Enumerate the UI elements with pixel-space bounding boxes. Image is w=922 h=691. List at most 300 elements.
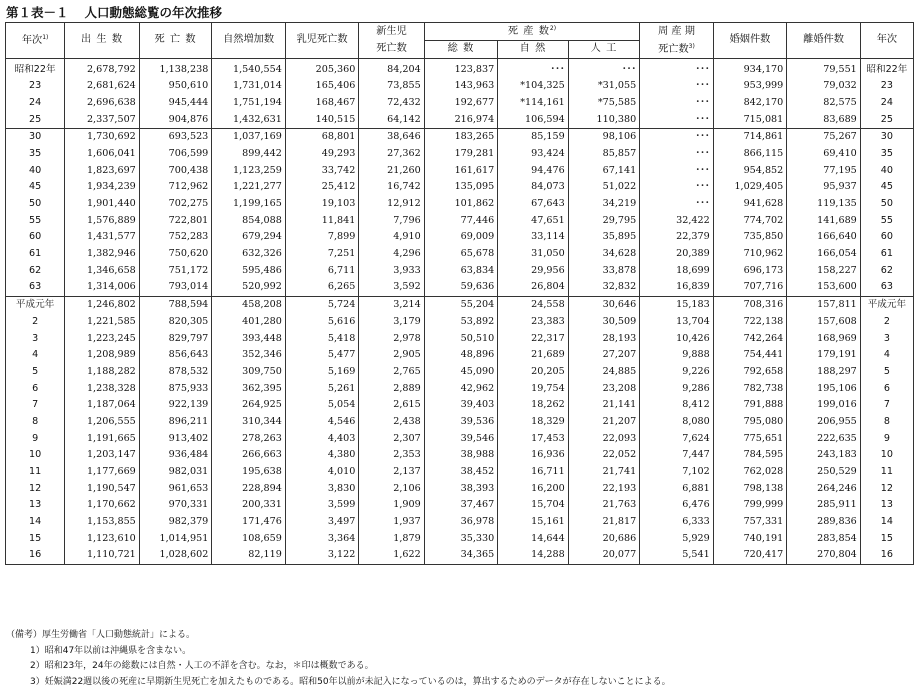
value-cell: 82,575 [787,94,861,111]
value-cell: 1,238,328 [65,380,140,397]
table-row [6,347,914,364]
table-row [6,145,914,162]
header-births: 出 生 数 [65,23,140,59]
value-cell: 68,801 [285,128,359,145]
header-fetal-deaths: 死 産 数$^{2)}$ [424,23,639,41]
header-divorces: 離婚件数 [787,23,861,59]
year-cell: 45 [6,179,65,196]
value-cell: 188,297 [787,363,861,380]
value-cell: 3,214 [359,296,424,313]
year-cell: 40 [860,162,913,179]
value-cell: 899,442 [212,145,286,162]
table-row [6,279,914,296]
value-cell: 34,628 [568,246,639,263]
value-cell: 953,999 [713,78,787,95]
year-cell: 35 [860,145,913,162]
table-row [6,229,914,246]
value-cell: 16,742 [359,179,424,196]
note-3: 3）妊娠満22週以後の死産に早期新生児死亡を加えたものである。昭和50年以前が未記入になっているのは，算出するためのデータが存在しないことによる。 [30,676,671,687]
value-cell: 199,016 [787,397,861,414]
value-cell: 157,608 [787,313,861,330]
value-cell: 2,696,638 [65,94,140,111]
value-cell: 3,364 [285,530,359,547]
value-cell: 2,978 [359,330,424,347]
value-cell: 289,836 [787,514,861,531]
value-cell: 93,424 [498,145,568,162]
value-cell: 1,606,041 [65,145,140,162]
value-cell: 4,380 [285,447,359,464]
value-cell: 3,179 [359,313,424,330]
value-cell: 51,022 [568,179,639,196]
value-cell: 24,558 [498,296,568,313]
value-cell: 15,183 [640,296,714,313]
value-cell: 1,246,802 [65,296,140,313]
value-cell: 1,028,602 [139,547,212,564]
value-cell: 83,689 [787,111,861,128]
value-cell: 19,754 [498,380,568,397]
year-cell: 16 [860,547,913,564]
value-cell: 751,172 [139,262,212,279]
value-cell: 27,362 [359,145,424,162]
value-cell: 168,467 [285,94,359,111]
value-cell: 95,937 [787,179,861,196]
value-cell: 1,123,610 [65,530,140,547]
year-cell: 昭和22年 [860,59,913,78]
value-cell: 67,643 [498,196,568,213]
table-row [6,78,914,95]
table-row [6,212,914,229]
year-cell: 25 [6,111,65,128]
value-cell: 73,855 [359,78,424,95]
value-cell: 1,901,440 [65,196,140,213]
value-cell: 8,412 [640,397,714,414]
value-cell: 595,486 [212,262,286,279]
value-cell: 1,170,662 [65,497,140,514]
value-cell: 7,796 [359,212,424,229]
value-cell: 26,804 [498,279,568,296]
value-cell: 266,663 [212,447,286,464]
value-cell: 14,644 [498,530,568,547]
value-cell: 22,052 [568,447,639,464]
value-cell: 119,135 [787,196,861,213]
year-cell: 4 [860,347,913,364]
value-cell: 934,170 [713,59,787,78]
header-neonatal-top: 新生児 [359,23,424,41]
value-cell: 3,497 [285,514,359,531]
value-cell: ･･･ [640,59,714,78]
value-cell: 38,988 [424,447,498,464]
value-cell: 310,344 [212,413,286,430]
value-cell: 55,204 [424,296,498,313]
value-cell: 936,484 [139,447,212,464]
value-cell: 1,937 [359,514,424,531]
value-cell: ･･･ [640,128,714,145]
value-cell: 742,264 [713,330,787,347]
table-row [6,530,914,547]
value-cell: 23,208 [568,380,639,397]
table-row [6,447,914,464]
value-cell: 28,193 [568,330,639,347]
table-name: 人口動態総覧の年次推移 [84,5,223,20]
note-2: 2）昭和23年，24年の総数には自然・人工の不詳を含む。なお，＊印は概数である。 [30,661,374,671]
value-cell: 264,925 [212,397,286,414]
value-cell: 36,978 [424,514,498,531]
value-cell: 69,410 [787,145,861,162]
value-cell: 16,839 [640,279,714,296]
value-cell: 1,188,282 [65,363,140,380]
value-cell: 820,305 [139,313,212,330]
value-cell: 393,448 [212,330,286,347]
value-cell: *75,585 [568,94,639,111]
value-cell: 1,138,238 [139,59,212,78]
value-cell: 9,226 [640,363,714,380]
value-cell: 3,592 [359,279,424,296]
value-cell: 2,307 [359,430,424,447]
value-cell: 1,909 [359,497,424,514]
value-cell: 79,551 [787,59,861,78]
table-row [6,296,914,313]
value-cell: 22,193 [568,480,639,497]
value-cell: 30,509 [568,313,639,330]
value-cell: 79,032 [787,78,861,95]
table-row [6,547,914,564]
value-cell: 896,211 [139,413,212,430]
value-cell: 1,206,555 [65,413,140,430]
value-cell: 278,263 [212,430,286,447]
header-perinatal-top: 周 産 期 [640,23,714,41]
year-cell: 30 [860,128,913,145]
year-cell: 11 [860,464,913,481]
value-cell: 799,999 [713,497,787,514]
value-cell: 6,476 [640,497,714,514]
value-cell: 20,205 [498,363,568,380]
year-cell: 平成元年 [860,296,913,313]
value-cell: 1,187,064 [65,397,140,414]
year-cell: 15 [860,530,913,547]
value-cell: 842,170 [713,94,787,111]
value-cell: 101,862 [424,196,498,213]
header-deaths: 死 亡 数 [139,23,212,59]
year-cell: 9 [860,430,913,447]
value-cell: 243,183 [787,447,861,464]
value-cell: 856,643 [139,347,212,364]
value-cell: 702,275 [139,196,212,213]
value-cell: 168,969 [787,330,861,347]
value-cell: 1,208,989 [65,347,140,364]
value-cell: 12,912 [359,196,424,213]
table-row [6,464,914,481]
value-cell: ･･･ [640,78,714,95]
value-cell: ･･･ [640,196,714,213]
header-fetal-natural: 自 然 [498,41,568,59]
table-row [6,330,914,347]
value-cell: 2,615 [359,397,424,414]
value-cell: 720,417 [713,547,787,564]
value-cell: 1,221,585 [65,313,140,330]
table-row [6,128,914,145]
value-cell: 829,797 [139,330,212,347]
value-cell: 1,751,194 [212,94,286,111]
value-cell: 161,617 [424,162,498,179]
value-cell: 722,138 [713,313,787,330]
value-cell: 5,724 [285,296,359,313]
year-cell: 11 [6,464,65,481]
value-cell: *104,325 [498,78,568,95]
year-cell: 6 [6,380,65,397]
header-neonatal-bottom: 死亡数 [359,41,424,59]
value-cell: 7,251 [285,246,359,263]
value-cell: 5,616 [285,313,359,330]
value-cell: 982,379 [139,514,212,531]
value-cell: 53,892 [424,313,498,330]
value-cell: 6,711 [285,262,359,279]
value-cell: 16,711 [498,464,568,481]
value-cell: 216,974 [424,111,498,128]
value-cell: 158,227 [787,262,861,279]
table-body [6,59,914,565]
value-cell: 875,933 [139,380,212,397]
table-row [6,162,914,179]
value-cell: 21,763 [568,497,639,514]
value-cell: 2,337,507 [65,111,140,128]
value-cell: 5,418 [285,330,359,347]
value-cell: 11,841 [285,212,359,229]
value-cell: 9,888 [640,347,714,364]
value-cell: 20,077 [568,547,639,564]
value-cell: 21,141 [568,397,639,414]
value-cell: 222,635 [787,430,861,447]
value-cell: 2,438 [359,413,424,430]
value-cell: 970,331 [139,497,212,514]
value-cell: 7,624 [640,430,714,447]
value-cell: 157,811 [787,296,861,313]
year-cell: 8 [6,413,65,430]
header-fetal-artificial: 人 工 [568,41,639,59]
value-cell: 945,444 [139,94,212,111]
value-cell: 34,219 [568,196,639,213]
value-cell: 1,431,577 [65,229,140,246]
value-cell: 45,090 [424,363,498,380]
value-cell: 65,678 [424,246,498,263]
value-cell: 84,073 [498,179,568,196]
value-cell: 171,476 [212,514,286,531]
value-cell: 49,293 [285,145,359,162]
year-cell: 12 [6,480,65,497]
value-cell: 35,895 [568,229,639,246]
value-cell: 2,889 [359,380,424,397]
year-cell: 60 [860,229,913,246]
header-perinatal-bottom: 死亡数$^{3)}$ [640,41,714,59]
value-cell: 192,677 [424,94,498,111]
value-cell: 4,546 [285,413,359,430]
value-cell: 1,576,889 [65,212,140,229]
value-cell: 24,885 [568,363,639,380]
header-year: 年次$^{1)}$ [6,23,65,59]
vital-statistics-table [5,22,914,565]
value-cell: 3,599 [285,497,359,514]
value-cell: 21,207 [568,413,639,430]
value-cell: 270,804 [787,547,861,564]
header-fetal-total: 総 数 [424,41,498,59]
value-cell: 740,191 [713,530,787,547]
value-cell: 1,382,946 [65,246,140,263]
year-cell: 14 [860,514,913,531]
value-cell: 1,123,259 [212,162,286,179]
year-cell: 61 [6,246,65,263]
value-cell: 135,095 [424,179,498,196]
value-cell: 707,716 [713,279,787,296]
value-cell: 200,331 [212,497,286,514]
value-cell: 106,594 [498,111,568,128]
header-year-right: 年次 [860,23,913,59]
value-cell: 108,659 [212,530,286,547]
table-row [6,262,914,279]
year-cell: 16 [6,547,65,564]
value-cell: 762,028 [713,464,787,481]
table-row [6,111,914,128]
value-cell: 5,261 [285,380,359,397]
value-cell: 206,955 [787,413,861,430]
value-cell: 27,207 [568,347,639,364]
value-cell: 110,380 [568,111,639,128]
value-cell: 3,122 [285,547,359,564]
value-cell: 123,837 [424,59,498,78]
value-cell: 5,054 [285,397,359,414]
year-cell: 61 [860,246,913,263]
value-cell: 878,532 [139,363,212,380]
table-row [6,363,914,380]
value-cell: 39,536 [424,413,498,430]
value-cell: 179,191 [787,347,861,364]
value-cell: 250,529 [787,464,861,481]
year-cell: 62 [6,262,65,279]
year-cell: 55 [860,212,913,229]
value-cell: 16,200 [498,480,568,497]
value-cell: 3,830 [285,480,359,497]
value-cell: 793,014 [139,279,212,296]
year-cell: 7 [6,397,65,414]
value-cell: 950,610 [139,78,212,95]
value-cell: 866,115 [713,145,787,162]
note-source: （備考）厚生労働省「人口動態統計」による。 [6,630,196,640]
value-cell: ･･･ [640,94,714,111]
table-row [6,430,914,447]
value-cell: 5,541 [640,547,714,564]
value-cell: *31,055 [568,78,639,95]
value-cell: 179,281 [424,145,498,162]
year-cell: 63 [6,279,65,296]
year-cell: 50 [860,196,913,213]
value-cell: 85,159 [498,128,568,145]
value-cell: 1,730,692 [65,128,140,145]
value-cell: 679,294 [212,229,286,246]
value-cell: 782,738 [713,380,787,397]
value-cell: 854,088 [212,212,286,229]
header-marriages: 婚姻件数 [713,23,787,59]
value-cell: 37,467 [424,497,498,514]
value-cell: 33,742 [285,162,359,179]
value-cell: 166,640 [787,229,861,246]
value-cell: 693,523 [139,128,212,145]
value-cell: 2,137 [359,464,424,481]
year-cell: 2 [6,313,65,330]
value-cell: *114,161 [498,94,568,111]
year-cell: 昭和22年 [6,59,65,78]
value-cell: 39,546 [424,430,498,447]
value-cell: 961,653 [139,480,212,497]
value-cell: 42,962 [424,380,498,397]
value-cell: 6,881 [640,480,714,497]
value-cell: 20,686 [568,530,639,547]
value-cell: 309,750 [212,363,286,380]
year-cell: 10 [860,447,913,464]
value-cell: 195,638 [212,464,286,481]
table-row [6,246,914,263]
value-cell: 22,379 [640,229,714,246]
value-cell: 706,599 [139,145,212,162]
value-cell: 30,646 [568,296,639,313]
value-cell: 362,395 [212,380,286,397]
value-cell: 21,741 [568,464,639,481]
year-cell: 5 [860,363,913,380]
value-cell: 788,594 [139,296,212,313]
value-cell: 795,080 [713,413,787,430]
value-cell: 2,106 [359,480,424,497]
year-cell: 55 [6,212,65,229]
value-cell: 1,432,631 [212,111,286,128]
value-cell: 775,651 [713,430,787,447]
value-cell: 1,823,697 [65,162,140,179]
value-cell: 954,852 [713,162,787,179]
value-cell: ･･･ [640,145,714,162]
value-cell: ･･･ [640,162,714,179]
value-cell: 1,203,147 [65,447,140,464]
value-cell: 18,699 [640,262,714,279]
year-cell: 23 [6,78,65,95]
year-cell: 12 [860,480,913,497]
year-cell: 7 [860,397,913,414]
value-cell: 4,296 [359,246,424,263]
value-cell: 84,204 [359,59,424,78]
value-cell: 14,288 [498,547,568,564]
value-cell: 7,447 [640,447,714,464]
value-cell: 712,962 [139,179,212,196]
value-cell: 913,402 [139,430,212,447]
value-cell: 75,267 [787,128,861,145]
year-cell: 50 [6,196,65,213]
value-cell: 72,432 [359,94,424,111]
value-cell: 6,265 [285,279,359,296]
value-cell: 2,678,792 [65,59,140,78]
year-cell: 平成元年 [6,296,65,313]
table-row [6,313,914,330]
value-cell: 32,422 [640,212,714,229]
value-cell: 38,393 [424,480,498,497]
value-cell: 19,103 [285,196,359,213]
value-cell: 34,365 [424,547,498,564]
value-cell: 2,681,624 [65,78,140,95]
value-cell: 2,765 [359,363,424,380]
value-cell: 714,861 [713,128,787,145]
value-cell: 59,636 [424,279,498,296]
value-cell: 5,169 [285,363,359,380]
table-row [6,497,914,514]
value-cell: ･･･ [568,59,639,78]
year-cell: 9 [6,430,65,447]
value-cell: 1,014,951 [139,530,212,547]
value-cell: 1,540,554 [212,59,286,78]
year-cell: 5 [6,363,65,380]
